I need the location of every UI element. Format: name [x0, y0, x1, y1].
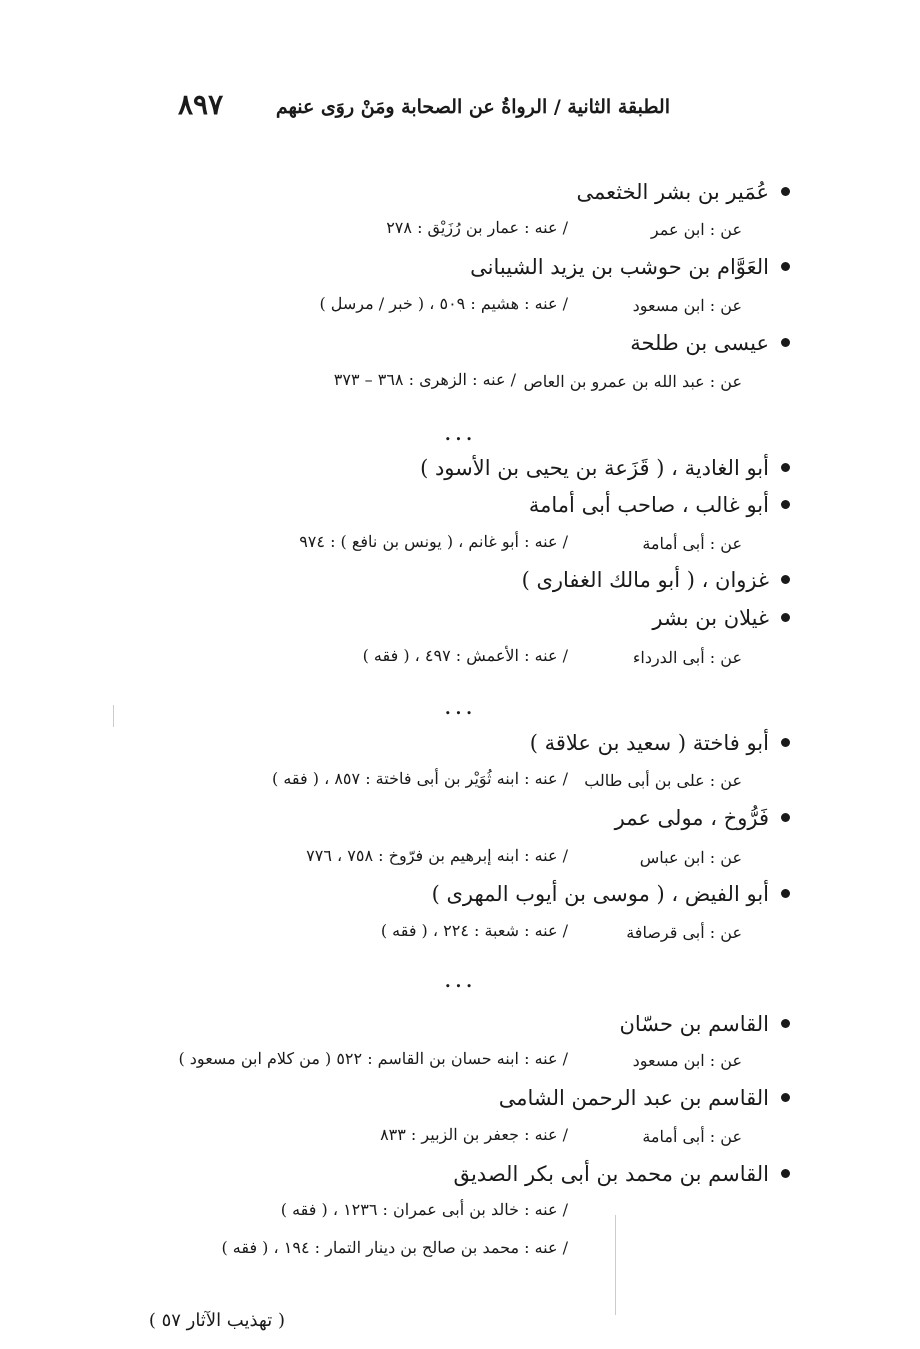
bullet-icon: [781, 338, 790, 347]
bullet-icon: [781, 262, 790, 271]
entry-from: عن : أبى الدرداء: [632, 648, 742, 667]
scan-mark-2: [615, 1215, 616, 1315]
running-header-title: الطبقة الثانية / الرواةُ عن الصحابة ومَنْ روَى عنهم: [275, 96, 670, 118]
bullet-icon: [781, 813, 790, 822]
entry-name: العَوَّام بن حوشب بن يزيد الشيبانى: [470, 255, 790, 279]
entry-to: / عنه : هشيم : ٥٠٩ ، ( خبر / مرسل ): [319, 294, 568, 313]
entry-to: / عنه : خالد بن أبى عمران : ١٢٣٦ ، ( فقه ): [280, 1200, 568, 1219]
bullet-icon: [781, 575, 790, 584]
entry-name: القاسم بن عبد الرحمن الشامى: [499, 1086, 790, 1110]
entry-name: القاسم بن محمد بن أبى بكر الصديق: [453, 1162, 790, 1186]
entry-name: غزوان ، ( أبو مالك الغفارى ): [522, 568, 790, 592]
entry-from: عن : أبى قرصافة: [626, 923, 742, 942]
entry-name: فَرُّوخ ، مولى عمر: [615, 806, 790, 830]
entry-name: عُمَير بن بشر الخثعمى: [576, 180, 790, 204]
entry-name: القاسم بن حسّان: [619, 1012, 790, 1036]
bullet-icon: [781, 1169, 790, 1178]
bullet-icon: [781, 500, 790, 509]
entry-from: عن : على بن أبى طالب: [584, 771, 742, 790]
page-number: ٨٩٧: [178, 88, 224, 121]
entry-from: عن : أبى أمامة: [642, 1127, 742, 1146]
entry-name: أبو الغادية ، ( قَزَعة بن يحيى بن الأسود ): [420, 456, 790, 480]
entry-from: عن : ابن مسعود: [632, 1051, 742, 1070]
entry-from: عن : ابن عباس: [639, 848, 742, 867]
entry-name: أبو غالب ، صاحب أبى أمامة: [529, 493, 790, 517]
entry-to: / عنه : جعفر بن الزبير : ٨٣٣: [380, 1125, 568, 1144]
bullet-icon: [781, 1093, 790, 1102]
bullet-icon: [781, 463, 790, 472]
source-footnote: ( تهذيب الآثار ٥٧ ): [148, 1310, 285, 1331]
entry-from: عن : عبد الله بن عمرو بن العاص: [523, 372, 742, 391]
entry-from: عن : ابن مسعود: [632, 296, 742, 315]
section-separator: ...: [444, 965, 476, 993]
entry-to: / عنه : ابنه إبرهيم بن فرّوخ : ٧٥٨ ، ٧٧٦: [306, 846, 568, 865]
entry-to: / عنه : الأعمش : ٤٩٧ ، ( فقه ): [362, 646, 568, 665]
entry-from: عن : أبى أمامة: [642, 534, 742, 553]
entry-name: أبو الفيض ، ( موسى بن أيوب المهرى ): [432, 882, 790, 906]
bullet-icon: [781, 889, 790, 898]
bullet-icon: [781, 613, 790, 622]
bullet-icon: [781, 187, 790, 196]
bullet-icon: [781, 738, 790, 747]
entry-to: / عنه : أبو غانم ، ( يونس بن نافع ) : ٩٧٤: [299, 532, 568, 551]
entry-to: / عنه : ابنه حسان بن القاسم : ٥٢٢ ( من كلام ابن مسعود ): [178, 1049, 568, 1068]
section-separator: ...: [444, 418, 476, 446]
entry-to: / عنه : الزهرى : ٣٦٨ – ٣٧٣: [333, 370, 516, 389]
entry-to: / عنه : ابنه ثُوَيْر بن أبى فاختة : ٨٥٧ ، ( فقه ): [272, 769, 568, 788]
section-separator: ...: [444, 692, 476, 720]
entry-from: عن : ابن عمر: [650, 220, 742, 239]
entry-name: غيلان بن بشر: [652, 606, 790, 630]
entry-to-second: / عنه : محمد بن صالح بن دينار التمار : ١٩٤ ، ( فقه ): [221, 1238, 568, 1257]
entry-name: أبو فاختة ( سعيد بن علاقة ): [530, 731, 790, 755]
entry-to: / عنه : عمار بن رُزَيْق : ٢٧٨: [386, 218, 568, 237]
entry-name: عيسى بن طلحة: [630, 331, 790, 355]
entry-to: / عنه : شعبة : ٢٢٤ ، ( فقه ): [380, 921, 568, 940]
bullet-icon: [781, 1019, 790, 1028]
